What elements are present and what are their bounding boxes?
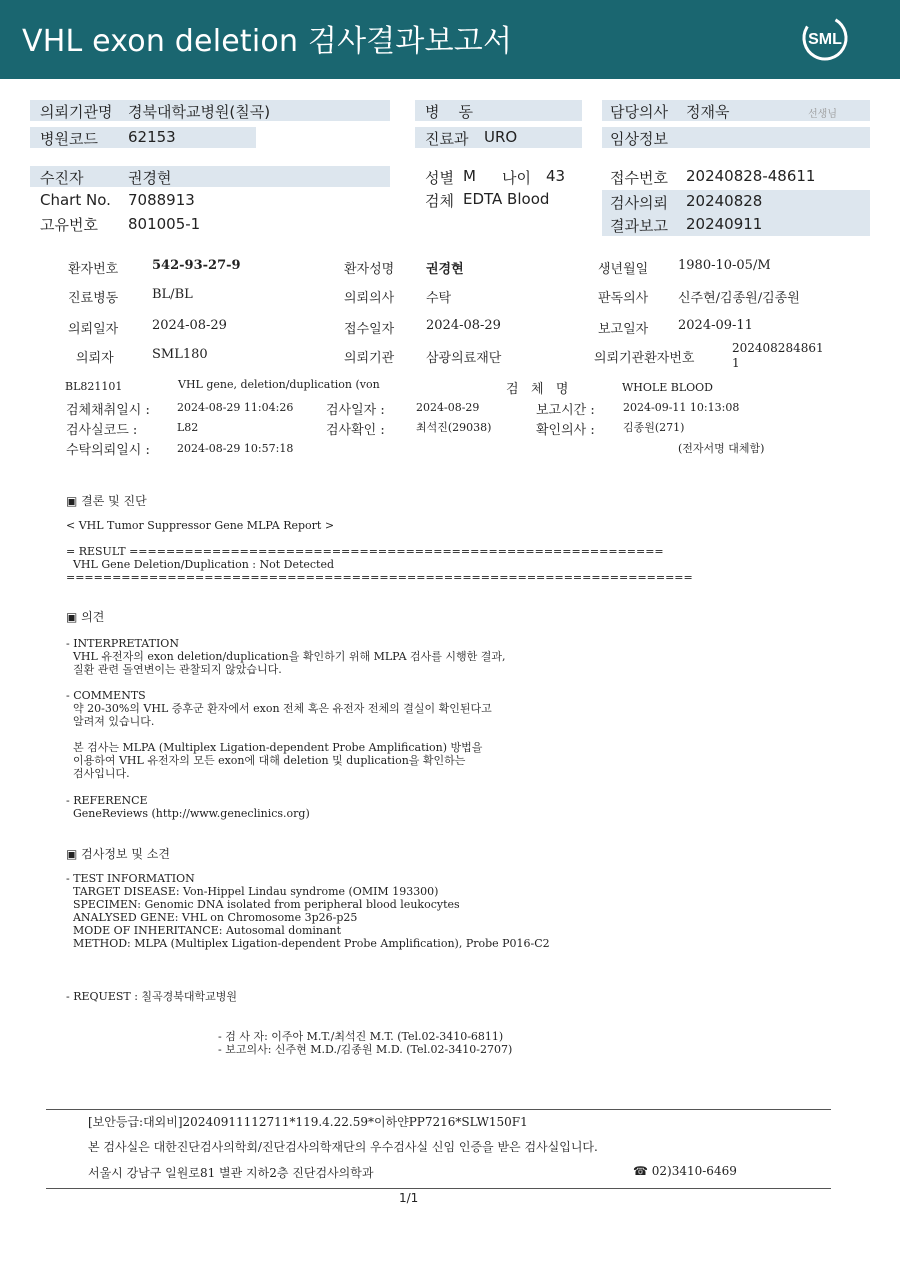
confirm-doc-label: 확인의사 : (536, 423, 595, 438)
doctor-value: 정재욱 (686, 103, 730, 121)
detail-label: 생년월일 (598, 262, 649, 277)
detail-value: 542-93-27-9 (152, 258, 241, 273)
footer-divider (46, 1109, 831, 1110)
patient-value: 권경현 (128, 169, 172, 187)
specimen-name-label: 검 체 명 (506, 382, 569, 397)
detail-label: 보고일자 (598, 322, 649, 337)
dept-value: URO (484, 128, 518, 146)
lab-code-label: 검사실코드 : (66, 423, 138, 438)
age-label: 나이 (502, 169, 531, 187)
detail-value: 1980-10-05/M (678, 258, 771, 273)
collect-label: 검체채취일시 : (66, 403, 150, 418)
sex-label: 성별 (425, 169, 454, 187)
detail-value: 2024-08-29 (426, 318, 501, 333)
comments-line: 이용하여 VHL 유전자의 모든 exon에 대해 deletion 및 duplication을 확인하는 (66, 754, 466, 767)
confirm-value: 최석진(29038) (416, 421, 492, 434)
detail-label: 의뢰기관환자번호 (594, 351, 695, 366)
test-info-line: TARGET DISEASE: Von-Hippel Lindau syndrome (OMIM 193300) (66, 885, 439, 898)
specimen-value: EDTA Blood (463, 190, 550, 208)
detail-label: 의뢰의사 (344, 291, 395, 306)
detail-label: 의뢰기관 (344, 351, 395, 366)
page-number: 1/1 (399, 1191, 419, 1205)
detail-value: 권경현 (426, 262, 464, 277)
report-label: 결과보고 (610, 217, 668, 235)
staff-line: - 검 사 자: 이주아 M.T./최석진 M.T. (Tel.02-3410-6811) (218, 1030, 504, 1043)
detail-label: 의뢰자 (76, 351, 114, 366)
collect-value: 2024-08-29 11:04:26 (177, 401, 294, 414)
receipt-value: 20240828-48611 (686, 167, 816, 185)
section-conclusion: ▣ 결론 및 진단 (66, 494, 147, 508)
report-time-label: 보고시간 : (536, 403, 595, 418)
detail-label: 환자성명 (344, 262, 395, 277)
hospcode-label: 병원코드 (40, 130, 98, 148)
age-value: 43 (546, 167, 566, 185)
detail-value: 신주현/김종원/김종원 (678, 291, 800, 306)
report-value: 20240911 (686, 215, 763, 233)
test-info-line: MODE OF INHERITANCE: Autosomal dominant (66, 924, 342, 937)
staff-line: - 보고의사: 신주현 M.D./김종원 M.D. (Tel.02-3410-2707) (218, 1043, 513, 1056)
request-value: 20240828 (686, 192, 763, 210)
test-info-line: ANALYSED GENE: VHL on Chromosome 3p26-p25 (66, 911, 358, 924)
address-line: 서울시 강남구 일원로81 별관 지하2층 진단검사의학과 (88, 1166, 374, 1180)
section-test-info: ▣ 검사정보 및 소견 (66, 847, 170, 861)
sex-value: M (463, 167, 476, 185)
comments-line: 알려져 있습니다. (66, 715, 155, 728)
detail-value: BL/BL (152, 287, 193, 302)
cert-line: 본 검사실은 대한진단검사의학회/진단검사의학재단의 우수검사실 신임 인증을 받은 검사실입니다. (88, 1140, 598, 1154)
clinical-label: 임상정보 (610, 130, 668, 148)
interp-line: 질환 관련 돌연변이는 관찰되지 않았습니다. (66, 663, 282, 676)
sml-logo (800, 13, 850, 63)
reference-title: - REFERENCE (66, 794, 148, 807)
dept-label: 진료과 (425, 130, 469, 148)
interp-line: VHL 유전자의 exon deletion/duplication을 확인하기 위해 MLPA 검사를 시행한 결과, (66, 650, 506, 663)
comments-line: 약 20-30%의 VHL 증후군 환자에서 exon 전체 혹은 유전자 전체의 결실이 확인된다고 (66, 702, 492, 715)
comments-line: 본 검사는 MLPA (Multiplex Ligation-dependent Probe Amplification) 방법을 (66, 741, 483, 754)
consign-label: 수탁의뢰일시 : (66, 443, 150, 458)
footer-divider (46, 1188, 831, 1189)
uid-value: 801005-1 (128, 215, 201, 233)
confirm-doc-value: 김종원(271) (623, 421, 685, 434)
request-label: 검사의뢰 (610, 194, 668, 212)
doctor-label: 담당의사 (610, 103, 668, 121)
detail-label: 접수일자 (344, 322, 395, 337)
test-info-title: - TEST INFORMATION (66, 872, 195, 885)
detail-value: 삼광의료재단 (426, 351, 502, 366)
test-code: BL821101 (65, 380, 123, 393)
esign-note: (전자서명 대체함) (678, 442, 765, 455)
chart-value: 7088913 (128, 191, 195, 209)
test-info-line: METHOD: MLPA (Multiplex Ligation-dependent Probe Amplification), Probe P016-C2 (66, 937, 550, 950)
receipt-label: 접수번호 (610, 169, 668, 187)
chart-label: Chart No. (40, 191, 111, 209)
ward-label: 병 동 (425, 103, 474, 121)
specimen-name-value: WHOLE BLOOD (622, 381, 713, 394)
hospcode-value: 62153 (128, 128, 176, 146)
patient-label: 수진자 (40, 169, 84, 187)
detail-value: 수탁 (426, 291, 452, 306)
detail-label: 판독의사 (598, 291, 649, 306)
detail-label: 환자번호 (68, 262, 119, 277)
test-info-line: SPECIMEN: Genomic DNA isolated from peripheral blood leukocytes (66, 898, 460, 911)
test-name: VHL gene, deletion/duplication (von (178, 378, 380, 391)
report-header (0, 0, 900, 79)
phone-line: ☎ 02)3410-6469 (633, 1164, 737, 1178)
report-time-value: 2024-09-11 10:13:08 (623, 401, 740, 414)
detail-value: 2024-09-11 (678, 318, 753, 333)
detail-label: 진료병동 (68, 291, 119, 306)
test-date-label: 검사일자 : (326, 403, 385, 418)
lab-code-value: L82 (177, 421, 199, 434)
result-footer: ==================================================================== (66, 571, 693, 584)
hospital-label: 의뢰기관명 (40, 103, 113, 121)
report-title: VHL exon deletion 검사결과보고서 (22, 24, 513, 59)
uid-label: 고유번호 (40, 216, 98, 234)
detail-value: SML180 (152, 347, 208, 362)
result-header: = RESULT ========================================================== (66, 545, 664, 558)
sml-logo-text: SML (808, 31, 842, 48)
detail-value: 1 (732, 356, 740, 370)
consign-value: 2024-08-29 10:57:18 (177, 442, 294, 455)
test-date-value: 2024-08-29 (416, 401, 480, 414)
detail-value: 202408284861 (732, 341, 824, 355)
confirm-label: 검사확인 : (326, 423, 385, 438)
doctor-suffix: 선생님 (808, 109, 837, 120)
specimen-label: 검체 (425, 192, 454, 210)
reference-line: GeneReviews (http://www.geneclinics.org) (66, 807, 310, 820)
request-line: - REQUEST : 칠곡경북대학교병원 (66, 990, 238, 1003)
result-value: VHL Gene Deletion/Duplication : Not Detected (66, 558, 335, 571)
patient-bar (30, 166, 390, 187)
hospital-value: 경북대학교병원(칠곡) (128, 103, 271, 121)
comments-title: - COMMENTS (66, 689, 146, 702)
report-subtitle: < VHL Tumor Suppressor Gene MLPA Report > (66, 519, 335, 532)
security-line: [보안등급:대외비]20240911112711*119.4.22.59*이하얀PP7216*SLW150F1 (88, 1115, 528, 1129)
detail-value: 2024-08-29 (152, 318, 227, 333)
detail-label: 의뢰일자 (68, 322, 119, 337)
section-opinion: ▣ 의견 (66, 610, 105, 624)
comments-line: 검사입니다. (66, 767, 130, 780)
interp-title: - INTERPRETATION (66, 637, 179, 650)
